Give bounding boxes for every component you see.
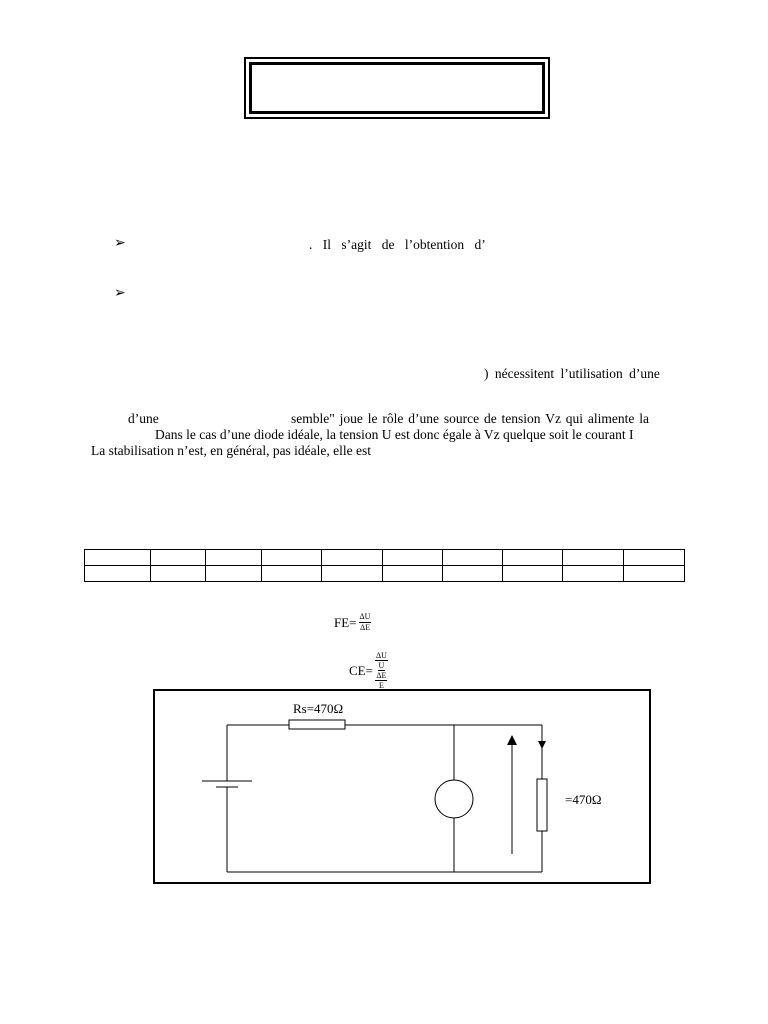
ce-numerator-u: U: [378, 661, 385, 670]
fe-label: FE=: [334, 614, 357, 630]
bullet-icon: ➢: [114, 236, 126, 251]
ce-fraction: [375, 651, 388, 690]
table-row: [85, 550, 685, 566]
text-stabilisation: La stabilisation n’est, en général, pas idéale, elle est: [91, 443, 372, 458]
data-table: [84, 549, 685, 582]
table-row: [85, 566, 685, 582]
load-label: =470Ω: [565, 792, 602, 807]
ce-label: CE=: [349, 662, 373, 678]
ce-denominator-delta-e: ΔE: [376, 671, 387, 680]
table-cell: [563, 550, 624, 566]
table-cell: [206, 550, 262, 566]
formula-ce: [349, 651, 388, 690]
table-cell: [262, 550, 322, 566]
voltmeter-circle: [435, 780, 473, 818]
fe-fraction: [359, 612, 372, 633]
table-cell: [443, 550, 503, 566]
resistor-load: [537, 779, 547, 831]
text-necessitent: ) nécessitent l’utilisation d’une: [484, 366, 660, 381]
circuit-diagram: [153, 689, 651, 884]
text-semble: semble" joue le rôle d’une source de tension Vz qui alimente la: [291, 411, 650, 426]
table-cell: [503, 550, 563, 566]
text-ideal: Dans le cas d’une diode idéale, la tension U est donc égale à Vz quelque soit le courant I: [155, 427, 634, 442]
table-cell: [443, 566, 503, 582]
table-cell: [383, 566, 443, 582]
table-cell: [85, 550, 151, 566]
title-box: [244, 57, 550, 119]
text-dune: d’une: [128, 411, 159, 426]
table-cell: [151, 566, 206, 582]
circuit-schematic: [155, 691, 649, 882]
table-cell: [624, 550, 685, 566]
voltage-arrow-head: [507, 735, 517, 745]
bullet-icon: ➢: [114, 286, 126, 301]
fe-denominator: ΔE: [359, 623, 370, 632]
table-cell: [624, 566, 685, 582]
table-cell: [563, 566, 624, 582]
table-cell: [322, 550, 383, 566]
rs-label: Rs=470Ω: [293, 701, 344, 716]
table-cell: [262, 566, 322, 582]
table-cell: [85, 566, 151, 582]
formula-fe: [334, 612, 371, 633]
ce-denominator-e: E: [378, 681, 384, 690]
table-cell: [503, 566, 563, 582]
fe-numerator: ΔU: [359, 612, 371, 621]
table-cell: [383, 550, 443, 566]
bullet-line-1: . Il s’agit de l’obtention d’: [309, 237, 486, 252]
current-arrow-head: [538, 741, 546, 749]
resistor-rs: [289, 720, 345, 729]
table-cell: [151, 550, 206, 566]
table-cell: [322, 566, 383, 582]
table-cell: [206, 566, 262, 582]
ce-numerator-delta-u: ΔU: [375, 651, 387, 660]
title-box-inner: [249, 62, 545, 114]
